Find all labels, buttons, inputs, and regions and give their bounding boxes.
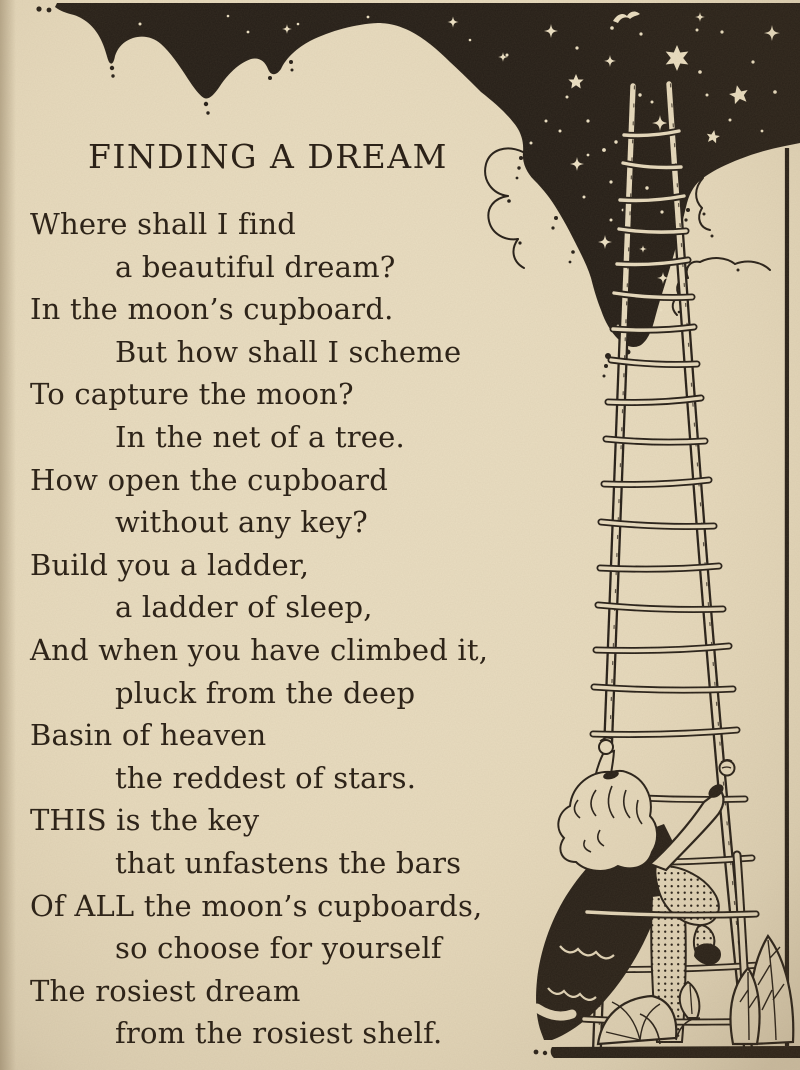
poem-line: The rosiest dream	[30, 973, 301, 1008]
poem-line: Of ALL the moon’s cupboards,	[30, 888, 483, 923]
poem-line: And when you have climbed it,	[30, 632, 489, 667]
poem-line: the reddest of stars.	[115, 760, 417, 795]
poem-body	[30, 203, 488, 1055]
poem-line: from the rosiest shelf.	[115, 1016, 443, 1051]
poem-line: In the net of a tree.	[115, 419, 405, 454]
poem-line: without any key?	[115, 505, 368, 540]
poem-line: a beautiful dream?	[115, 249, 396, 284]
poem-line: a ladder of sleep,	[115, 590, 373, 625]
poem-title: FINDING A DREAM	[88, 137, 448, 176]
poem-line: pluck from the deep	[115, 675, 416, 710]
poem-line: Build you a ladder,	[30, 547, 310, 582]
poem-line: But how shall I scheme	[115, 334, 462, 369]
poem-line: Where shall I find	[30, 207, 297, 241]
poem-line: To capture the moon?	[30, 377, 354, 412]
poem-line: that unfastens the bars	[115, 845, 462, 880]
poem-line: How open the cupboard	[30, 462, 389, 497]
poem-line: Basin of heaven	[30, 718, 267, 753]
poem-line: THIS is the key	[30, 803, 260, 838]
poem-line: In the moon’s cupboard.	[30, 292, 394, 327]
poem-line: so choose for yourself	[115, 931, 442, 966]
